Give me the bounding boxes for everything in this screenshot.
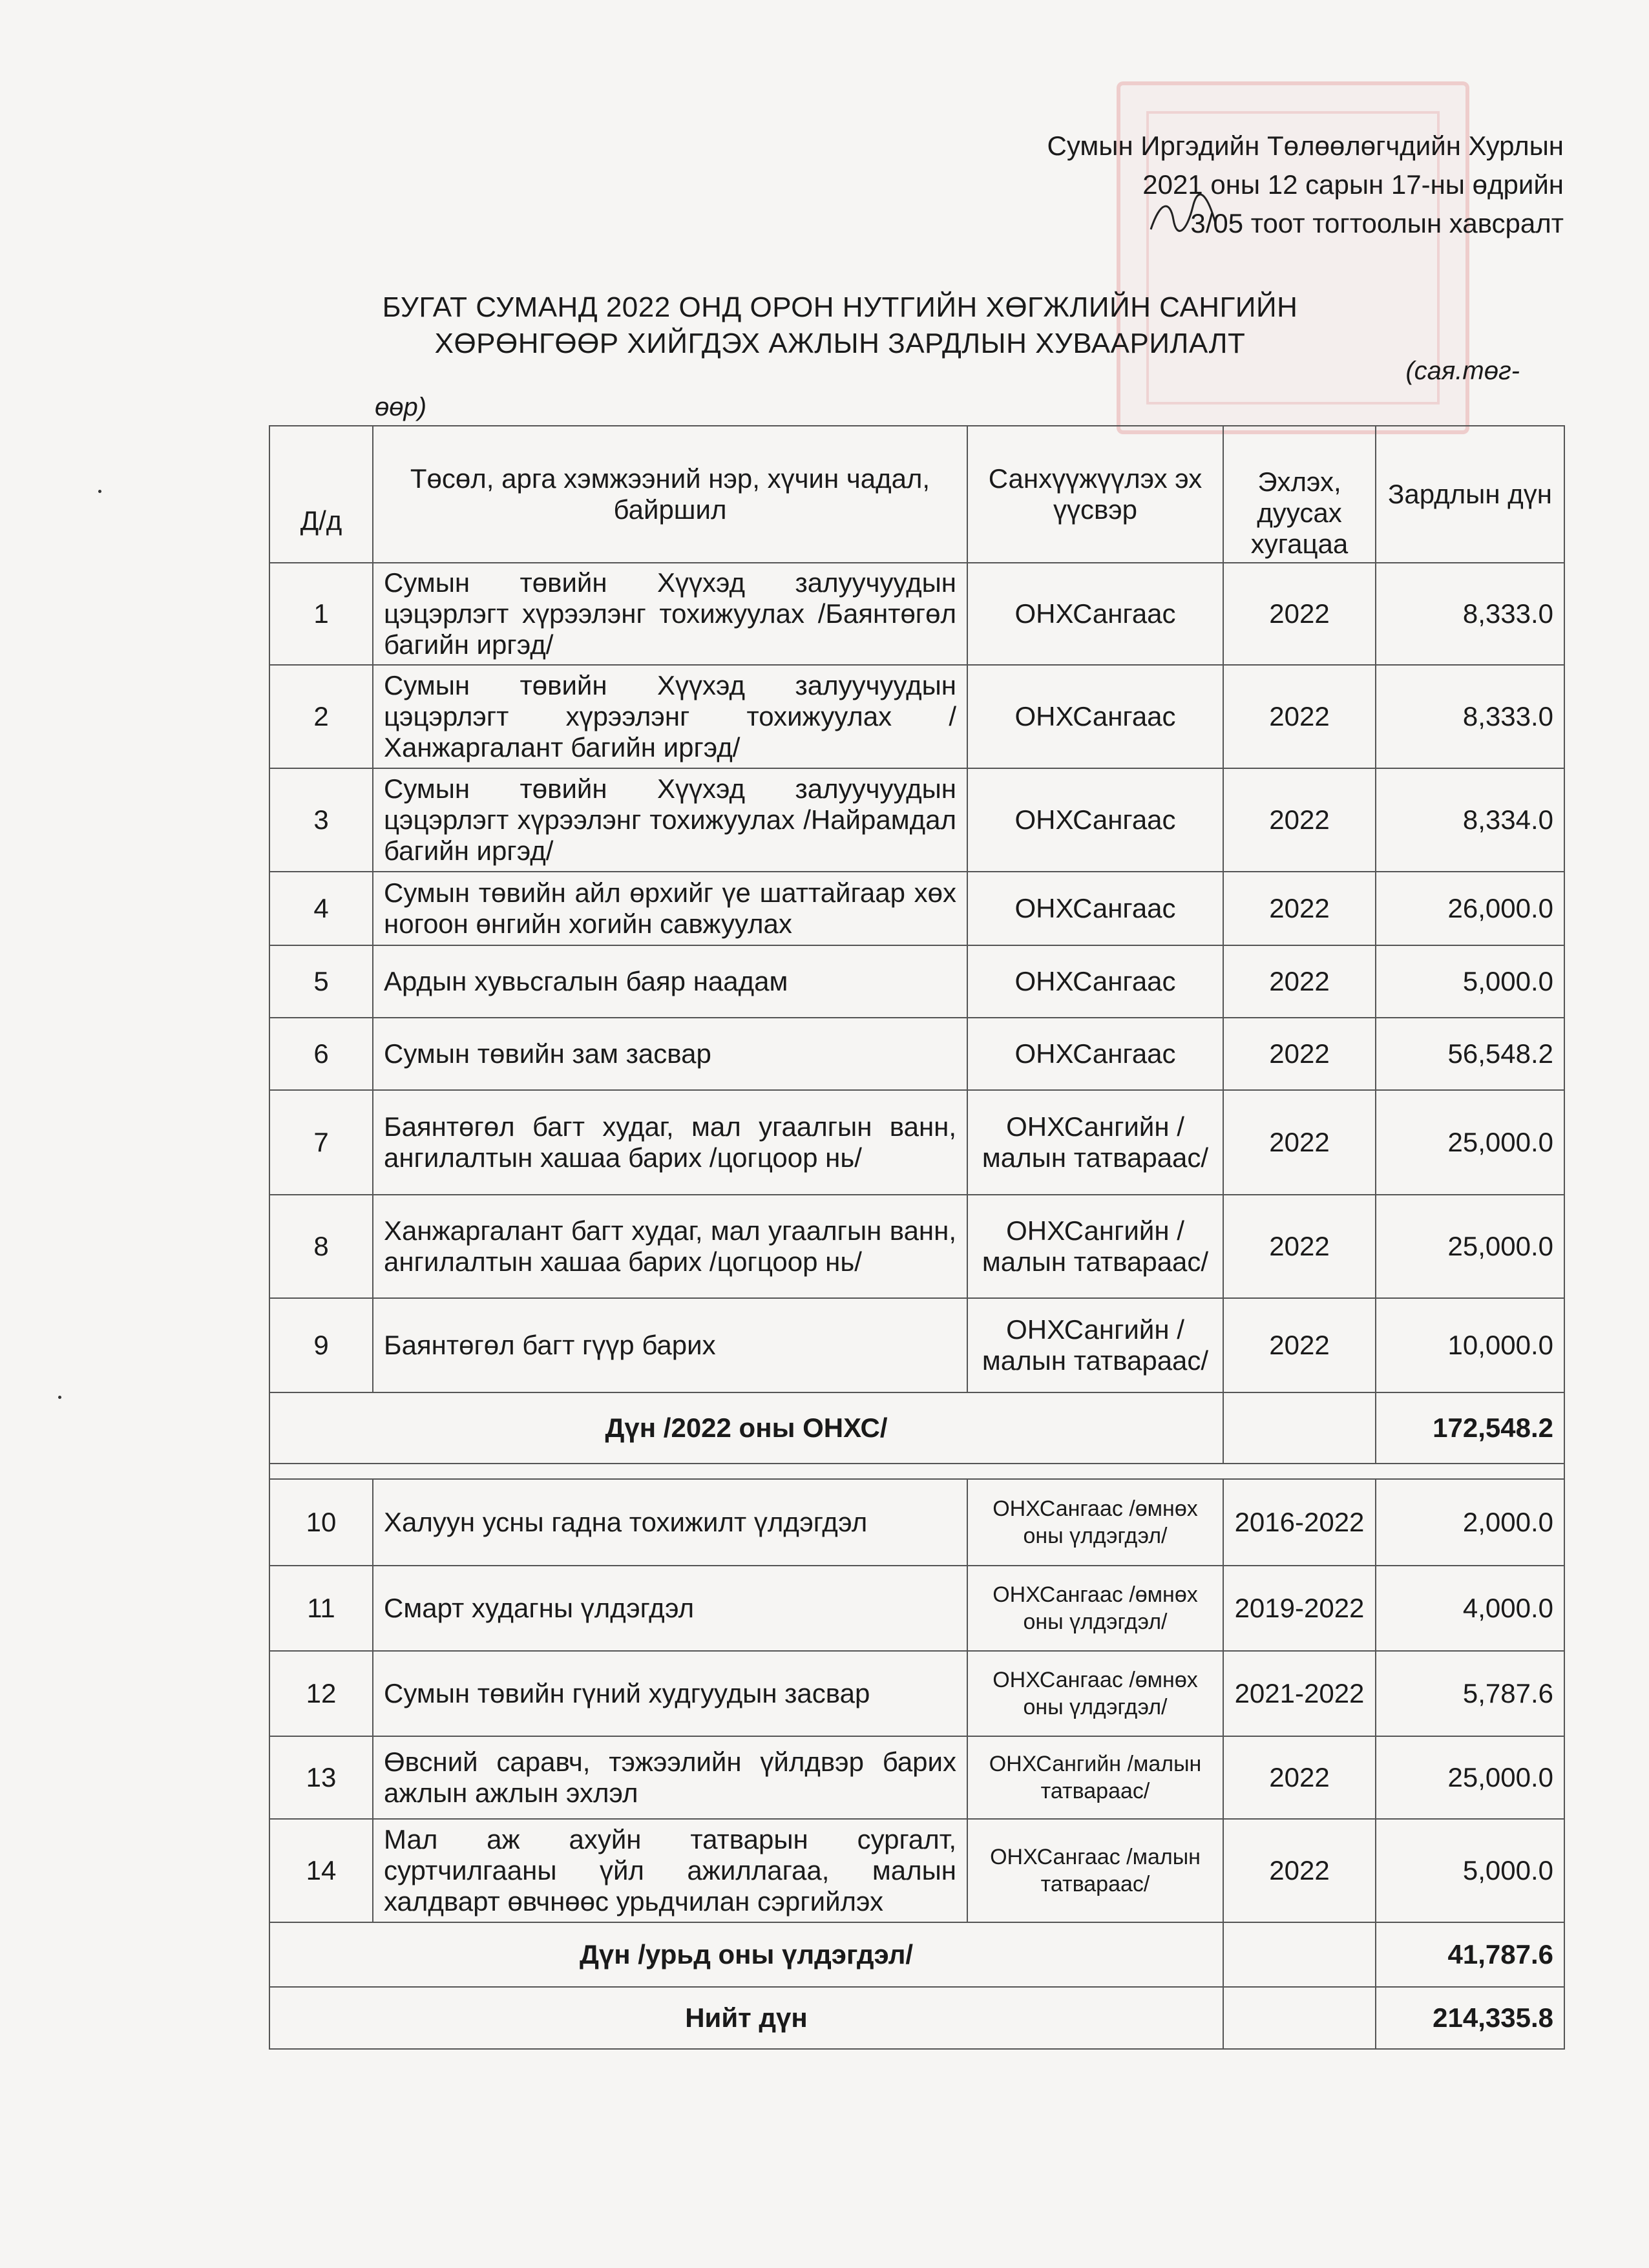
row-amount: 8,333.0 — [1376, 563, 1564, 665]
row-source: ОНХСангаас /өмнөх оны үлдэгдэл/ — [967, 1566, 1223, 1651]
row-no: 4 — [269, 872, 373, 945]
table-row — [269, 1651, 1564, 1736]
row-name: Баянтөгөл багт гүүр барих — [373, 1298, 967, 1392]
subtotal-row — [269, 1922, 1564, 1987]
table-gap — [269, 1464, 1564, 1479]
row-period: 2022 — [1223, 1090, 1376, 1195]
row-name: Халуун усны гадна тохижилт үлдэгдэл — [373, 1479, 967, 1566]
row-no: 12 — [269, 1651, 373, 1736]
row-source: ОНХСангаас /малын татвараас/ — [967, 1819, 1223, 1922]
row-no: 14 — [269, 1819, 373, 1922]
subtotal-empty-cell — [1223, 1922, 1376, 1987]
grand-total-empty-cell — [1223, 1987, 1376, 2049]
row-amount: 8,334.0 — [1376, 768, 1564, 872]
row-amount: 56,548.2 — [1376, 1018, 1564, 1090]
row-no: 5 — [269, 945, 373, 1018]
row-amount: 4,000.0 — [1376, 1566, 1564, 1651]
row-period: 2022 — [1223, 665, 1376, 768]
row-name: Смарт худагны үлдэгдэл — [373, 1566, 967, 1651]
row-source: ОНХСангийн /малын татвараас/ — [967, 1195, 1223, 1298]
table-row — [269, 1298, 1564, 1392]
table-row — [269, 563, 1564, 665]
table-row — [269, 945, 1564, 1018]
row-source: ОНХСангаас /өмнөх оны үлдэгдэл/ — [967, 1479, 1223, 1566]
row-amount: 10,000.0 — [1376, 1298, 1564, 1392]
table-row — [269, 872, 1564, 945]
header-name: Төсөл, арга хэмжээний нэр, хүчин чадал, байршил — [373, 426, 967, 563]
grand-total-row — [269, 1987, 1564, 2049]
row-no: 1 — [269, 563, 373, 665]
row-no: 13 — [269, 1736, 373, 1819]
row-period: 2019-2022 — [1223, 1566, 1376, 1651]
row-period: 2022 — [1223, 1736, 1376, 1819]
row-no: 3 — [269, 768, 373, 872]
row-name: Сумын төвийн Хүүхэд залуучуудын цэцэрлэгт хүрээлэнг тохижуулах /Найрамдал багийн иргэд/ — [373, 768, 967, 872]
scan-speck — [98, 490, 101, 493]
subtotal-amount: 172,548.2 — [1376, 1392, 1564, 1464]
table-row — [269, 1819, 1564, 1922]
header-line-1: Сумын Иргэдийн Төлөөлөгчдийн Хурлын — [1047, 131, 1564, 161]
row-name: Өвсний саравч, тэжээлийн үйлдвэр барих ажлын ажлын эхлэл — [373, 1736, 967, 1819]
row-period: 2016-2022 — [1223, 1479, 1376, 1566]
row-amount: 25,000.0 — [1376, 1736, 1564, 1819]
header-line-3: 3/05 тоот тогтоолын хавсралт — [1190, 208, 1564, 238]
subtotal-row — [269, 1392, 1564, 1464]
header-amount: Зардлын дүн — [1376, 426, 1564, 563]
scan-speck — [58, 1396, 61, 1399]
row-source: ОНХСангийн /малын татвараас/ — [967, 1736, 1223, 1819]
row-period: 2022 — [1223, 563, 1376, 665]
row-amount: 5,787.6 — [1376, 1651, 1564, 1736]
row-period: 2022 — [1223, 768, 1376, 872]
row-no: 6 — [269, 1018, 373, 1090]
table-row — [269, 1566, 1564, 1651]
row-amount: 26,000.0 — [1376, 872, 1564, 945]
document-title — [258, 289, 1422, 362]
row-name: Сумын төвийн гүний худгуудын засвар — [373, 1651, 967, 1736]
row-period: 2022 — [1223, 1298, 1376, 1392]
row-source: ОНХСангаас — [967, 563, 1223, 665]
subtotal-label: Дүн /урьд оны үлдэгдэл/ — [269, 1922, 1223, 1987]
unit-note-part-1: (сая.төг- — [1405, 357, 1520, 385]
row-source: ОНХСангаас /өмнөх оны үлдэгдэл/ — [967, 1651, 1223, 1736]
subtotal-amount: 41,787.6 — [1376, 1922, 1564, 1987]
row-name: Сумын төвийн Хүүхэд залуучуудын цэцэрлэгт хүрээлэнг тохижуулах /Баянтөгөл багийн иргэд/ — [373, 563, 967, 665]
unit-note-part-2: өөр) — [375, 393, 427, 421]
header-no: Д/д — [269, 426, 373, 563]
row-name: Ханжаргалант багт худаг, мал угаалгын ванн, ангилалтын хашаа барих /цогцоор нь/ — [373, 1195, 967, 1298]
row-name: Ардын хувьсгалын баяр наадам — [373, 945, 967, 1018]
title-line-1: БУГАТ СУМАНД 2022 ОНД ОРОН НУТГИЙН ХӨГЖЛИЙН САНГИЙН — [382, 291, 1298, 323]
row-name: Сумын төвийн Хүүхэд залуучуудын цэцэрлэгт хүрээлэнг тохижуулах /Ханжаргалант багийн иргэд/ — [373, 665, 967, 768]
table-row — [269, 1090, 1564, 1195]
header-line-2: 2021 оны 12 сарын 17-ны өдрийн — [1142, 169, 1564, 200]
row-amount: 2,000.0 — [1376, 1479, 1564, 1566]
row-period: 2022 — [1223, 1018, 1376, 1090]
row-name: Сумын төвийн зам засвар — [373, 1018, 967, 1090]
table-row — [269, 1018, 1564, 1090]
row-no: 2 — [269, 665, 373, 768]
table-header-row — [269, 426, 1564, 563]
row-amount: 25,000.0 — [1376, 1090, 1564, 1195]
budget-table — [269, 425, 1565, 2050]
subtotal-empty-cell — [1223, 1392, 1376, 1464]
row-period: 2022 — [1223, 945, 1376, 1018]
header-period: Эхлэх, дуусах хугацаа — [1223, 426, 1376, 563]
subtotal-label: Дүн /2022 оны ОНХС/ — [269, 1392, 1223, 1464]
table-row — [269, 665, 1564, 768]
row-no: 8 — [269, 1195, 373, 1298]
row-name: Сумын төвийн айл өрхийг үе шаттайгаар хөх ногоон өнгийн хогийн савжуулах — [373, 872, 967, 945]
table-row — [269, 1736, 1564, 1819]
row-source: ОНХСангийн /малын татвараас/ — [967, 1298, 1223, 1392]
row-name: Мал аж ахуйн татварын сургалт, суртчилгааны үйл ажиллагаа, малын халдварт өвчнөөс урьдчилан сэргийлэх — [373, 1819, 967, 1922]
row-amount: 8,333.0 — [1376, 665, 1564, 768]
table-row — [269, 1479, 1564, 1566]
row-no: 7 — [269, 1090, 373, 1195]
row-no: 10 — [269, 1479, 373, 1566]
row-period: 2022 — [1223, 1195, 1376, 1298]
row-source: ОНХСангийн /малын татвараас/ — [967, 1090, 1223, 1195]
row-name: Баянтөгөл багт худаг, мал угаалгын ванн, ангилалтын хашаа барих /цогцоор нь/ — [373, 1090, 967, 1195]
row-period: 2021-2022 — [1223, 1651, 1376, 1736]
row-source: ОНХСангаас — [967, 872, 1223, 945]
table-row — [269, 1195, 1564, 1298]
grand-total-label: Нийт дүн — [269, 1987, 1223, 2049]
row-source: ОНХСангаас — [967, 665, 1223, 768]
row-source: ОНХСангаас — [967, 768, 1223, 872]
appendix-header — [1047, 127, 1564, 243]
title-line-2: ХӨРӨНГӨӨР ХИЙГДЭХ АЖЛЫН ЗАРДЛЫН ХУВААРИЛАЛТ — [434, 328, 1246, 359]
row-amount: 25,000.0 — [1376, 1195, 1564, 1298]
table-row — [269, 768, 1564, 872]
row-period: 2022 — [1223, 1819, 1376, 1922]
row-amount: 5,000.0 — [1376, 1819, 1564, 1922]
header-source: Санхүүжүүлэх эх үүсвэр — [967, 426, 1223, 563]
grand-total-amount: 214,335.8 — [1376, 1987, 1564, 2049]
row-source: ОНХСангаас — [967, 1018, 1223, 1090]
row-source: ОНХСангаас — [967, 945, 1223, 1018]
row-period: 2022 — [1223, 872, 1376, 945]
row-amount: 5,000.0 — [1376, 945, 1564, 1018]
row-no: 11 — [269, 1566, 373, 1651]
row-no: 9 — [269, 1298, 373, 1392]
